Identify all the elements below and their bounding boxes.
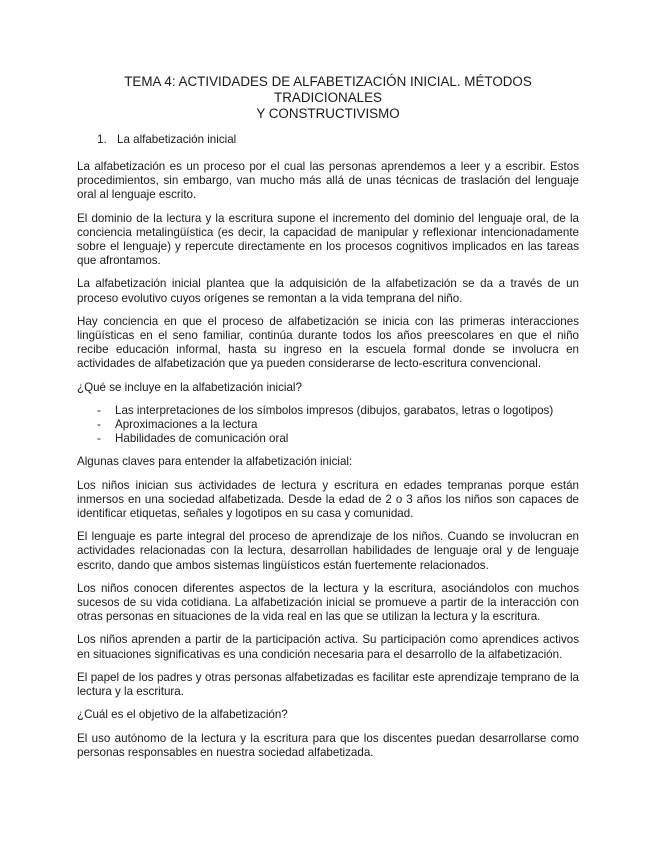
list-item-text: Aproximaciones a la lectura — [115, 418, 258, 432]
paragraph: El dominio de la lectura y la escritura supone el incremento del dominio del lenguaje oral, de la conciencia metalingüística (es decir, la capacidad de manipular y reflexionar intencionadamente sobre el lenguaje) y repercute directamente en los procesos cognitivos implicados en las tareas que afrontamos. — [77, 211, 579, 268]
paragraph: El papel de los padres y otras personas alfabetizadas es facilitar este aprendizaje temprano de la lectura y la escritura. — [77, 670, 579, 699]
dash-bullet: - — [97, 432, 101, 446]
dash-list — [77, 404, 579, 447]
list-item-text: Las interpretaciones de los símbolos impresos (dibujos, garabatos, letras o logotipos) — [115, 403, 554, 417]
question-heading: ¿Qué se incluye en la alfabetización inicial? — [77, 380, 302, 394]
paragraph: Hay conciencia en que el proceso de alfabetización se inicia con las primeras interacciones lingüísticas en el seno familiar, continúa durante todos los años preescolares en que el niño recibe educación informal, hasta su ingreso en la escuela formal donde se involucra en actividades de alfabetización que ya pueden considerarse de lecto-escritura convencional. — [77, 314, 579, 371]
answer-paragraph: El uso autónomo de la lectura y la escritura para que los discentes puedan desarrollarse como personas responsables en nuestra sociedad alfabetizada. — [77, 731, 579, 759]
list-item-text: Habilidades de comunicación oral — [115, 432, 289, 446]
title-line-1: TEMA 4: ACTIVIDADES DE ALFABETIZACIÓN INICIAL. MÉTODOS TRADICIONALES — [124, 74, 532, 105]
paragraph: La alfabetización inicial plantea que la adquisición de la alfabetización se da a través de un proceso evolutivo cuyos orígenes se remontan a la vida temprana del niño. — [77, 277, 579, 305]
paragraph: Los niños aprenden a partir de la participación activa. Su participación como aprendices activos en situaciones significativas es una condición necesaria para el desarrollo de la alfabetización. — [77, 633, 579, 661]
dash-bullet: - — [97, 418, 101, 432]
keys-intro: Algunas claves para entender la alfabetización inicial: — [77, 455, 353, 469]
paragraph: La alfabetización es un proceso por el cual las personas aprendemos a leer y a escribir. Estos procedimientos, sin embargo, van mucho más allá de unas técnicas de traslación del lenguaje oral al lenguaje escrito. — [77, 160, 579, 202]
question-heading: ¿Cuál es el objetivo de la alfabetización? — [77, 708, 288, 722]
list-item — [77, 432, 579, 446]
section-number: 1. — [97, 133, 107, 146]
section-title: La alfabetización inicial — [117, 133, 237, 146]
paragraph: El lenguaje es parte integral del proceso de aprendizaje de los niños. Cuando se involucran en actividades relacionadas con la lectura, desarrollan habilidades de lenguaje oral y de lenguaje escrito, dando que ambos sistemas lingüísticos están fuertemente relacionados. — [77, 530, 579, 572]
section-heading — [77, 133, 579, 147]
list-item — [77, 404, 579, 418]
document-title — [77, 74, 579, 122]
list-item — [77, 418, 579, 432]
paragraph: Los niños conocen diferentes aspectos de la lectura y la escritura, asociándolos con muchos sucesos de su vida cotidiana. La alfabetización inicial se promueve a partir de la interacción con otras personas en situaciones de la vida real en las que se utilizan la lectura y la escritura. — [77, 581, 579, 624]
dash-bullet: - — [97, 403, 101, 417]
paragraph: Los niños inician sus actividades de lectura y escritura en edades tempranas porque están inmersos en una sociedad alfabetizada. Desde la edad de 2 o 3 años los niños son capaces de identificar etiquetas, señales y logotipos en su casa y comunidad. — [77, 478, 579, 521]
title-line-2: Y CONSTRUCTIVISMO — [256, 106, 400, 121]
